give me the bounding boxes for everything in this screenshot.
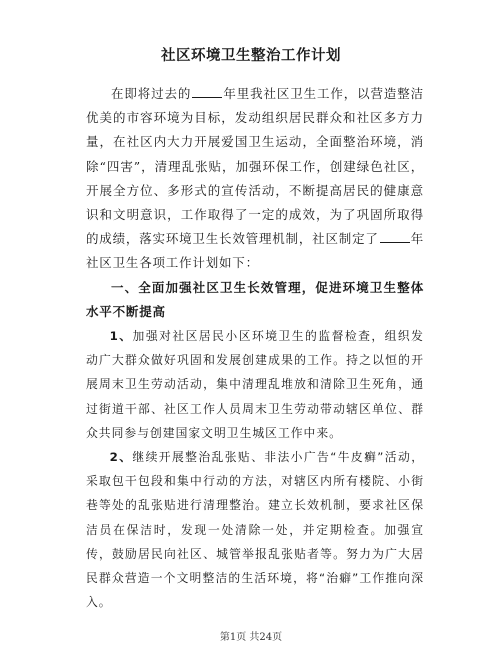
item-text: 加强对社区居民小区环境卫生的监督检查，组织发动广大群众做好巩固和发展创建成果的工作。持之以恒的开展周末卫生劳动活动，集中清理乱堆放和清除卫生死角，通过街道干部、社区工作人员周末卫生劳动带动辖区单位、群众共同参与创建国家文明卫生城区工作中来。: [86, 329, 424, 440]
section-heading: 一、全面加强社区卫生长效管理，促进环境卫生整体水平不断提高: [86, 279, 424, 319]
item-number: 2、: [109, 450, 133, 465]
intro-text-part3: 年社区卫生各项工作计划如下：: [86, 231, 424, 271]
item-number: 1、: [109, 329, 133, 344]
list-item-2: [86, 445, 424, 614]
document-body: [86, 82, 424, 614]
page-number-footer: 第1页 共24页: [219, 632, 283, 643]
intro-paragraph: [86, 82, 424, 276]
intro-text-part2: 年里我社区卫生工作，以营造整洁优美的市容环境为目标，发动组织居民群众和社区多方力量，在社区内大力开展爱国卫生运动，全面整治环境，消除“四害”，清理乱张贴，加强环保工作，创建绿色社区，开展全方位、多形式的宣传活动，不断提高居民的健康意识和文明意识，工作取得了一定的成效，为了巩固所取得的成绩，落实环境卫生长效管理机制，社区制定了: [86, 86, 424, 247]
item-text: 继续开展整治乱张贴、非法小广告“牛皮癣”活动，采取包干包段和集中行动的方法，对辖区内所有楼院、小街巷等处的乱张贴进行清理整治。建立长效机制，要求社区保洁员在保洁时，发现一处清除一处，并定期检查。加强宣传，鼓励居民向社区、城管举报乱张贴者等。努力为广大居民群众营造一个文明整洁的生活环境，将“治癖”工作推向深入。: [86, 450, 424, 610]
document-title: 社区环境卫生整治工作计划: [161, 47, 341, 64]
blank-underline: [380, 230, 410, 243]
intro-text-part1: 在即将过去的: [111, 86, 192, 101]
list-item-1: [86, 324, 424, 445]
blank-underline: [192, 85, 222, 98]
